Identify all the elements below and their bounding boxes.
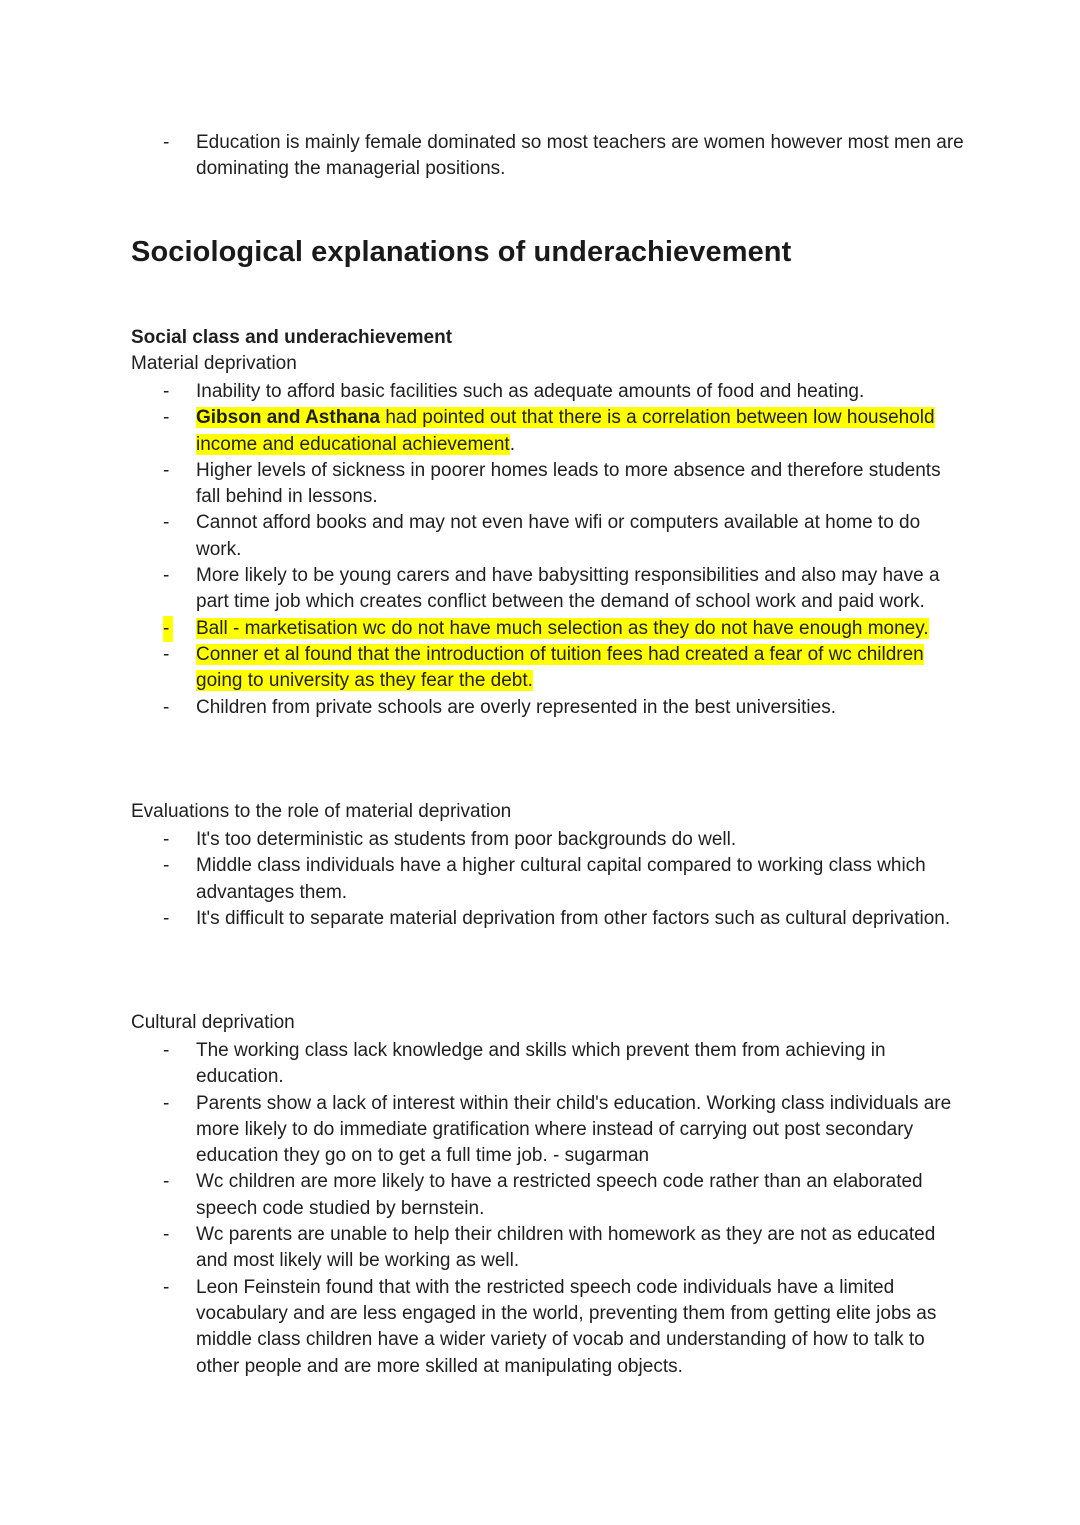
- list-item: [0, 458, 1080, 511]
- bullet-dash: -: [163, 407, 170, 429]
- bullet-dash: -: [163, 381, 170, 402]
- material-deprivation-list: [0, 379, 1080, 721]
- bullet-dash: -: [163, 459, 170, 481]
- list-item: [0, 1222, 1080, 1275]
- list-item: [0, 1169, 1080, 1222]
- bullet-dash: -: [163, 855, 170, 877]
- material-deprivation-label: Material deprivation: [131, 353, 297, 374]
- bullet-dash: -: [163, 512, 170, 534]
- list-item-text: Cannot afford books and may not even have wifi or computers available at home to do work.: [196, 512, 921, 560]
- bullet-dash: -: [163, 1092, 170, 1114]
- list-item: [0, 642, 1080, 695]
- list-item-text: [196, 405, 970, 458]
- evaluations-label: Evaluations to the role of material deprivation: [131, 801, 512, 822]
- sentence-end: .: [509, 433, 515, 455]
- list-item-text: Inability to afford basic facilities such as adequate amounts of food and heating.: [196, 381, 865, 402]
- list-item-text: [196, 616, 970, 642]
- bullet-dash: -: [163, 907, 170, 929]
- list-item: [0, 563, 1080, 616]
- list-item: [0, 1091, 1080, 1170]
- bullet-dash: -: [163, 643, 170, 665]
- bullet-dash: -: [163, 829, 170, 850]
- list-item: [0, 1275, 1080, 1380]
- highlighted-text: Ball - marketisation wc do not have much selection as they do not have enough money.: [196, 617, 929, 639]
- bullet-dash: -: [163, 696, 170, 718]
- bullet-dash: -: [163, 1040, 170, 1061]
- list-item: [0, 616, 1080, 642]
- highlighted-text: Conner et al found that the introduction of tuition fees had created a fear of wc children going to university as they fear the debt.: [196, 643, 924, 692]
- bullet-dash: -: [163, 565, 170, 587]
- section-heading: Sociological explanations of underachievement: [131, 236, 792, 268]
- cultural-deprivation-list: [0, 1038, 1080, 1380]
- list-item: [0, 906, 1080, 932]
- list-item: [0, 853, 1080, 906]
- list-item-text: Middle class individuals have a higher cultural capital compared to working class which advantages them.: [196, 855, 926, 903]
- list-item-text: Education is mainly female dominated so most teachers are women however most men are dominating the managerial positions.: [196, 132, 964, 180]
- list-item: [0, 130, 1080, 183]
- list-item-text: Wc parents are unable to help their children with homework as they are not as educated and most likely will be working as well.: [196, 1224, 936, 1272]
- bullet-dash: -: [163, 1276, 170, 1298]
- list-item: [0, 827, 1080, 853]
- cultural-deprivation-label: Cultural deprivation: [131, 1012, 295, 1033]
- evaluations-list: [0, 827, 1080, 932]
- highlighted-claim: had pointed out that there is a correlation between low household income and educational achievement: [196, 407, 935, 455]
- bullet-dash: -: [163, 1171, 170, 1193]
- list-item: [0, 1038, 1080, 1091]
- list-item-text: It's too deterministic as students from poor backgrounds do well.: [196, 829, 737, 850]
- list-item-text: Parents show a lack of interest within their child's education. Working class individuals are more likely to do immediate gratification where instead of carrying out post secondary education they go on to get a full time job. - sugarman: [196, 1092, 952, 1167]
- bullet-dash: -: [163, 1224, 170, 1246]
- list-item-text: [196, 642, 970, 695]
- list-item: [0, 510, 1080, 563]
- list-item-text: More likely to be young carers and have babysitting responsibilities and also may have a part time job which creates conflict between the demand of school work and paid work.: [196, 565, 940, 613]
- list-item: [0, 695, 1080, 721]
- highlighted-text: [196, 407, 935, 454]
- author-name: Gibson and Asthana: [196, 407, 381, 429]
- list-item-text: Children from private schools are overly represented in the best universities.: [196, 696, 836, 718]
- list-item-text: Higher levels of sickness in poorer homes leads to more absence and therefore students fall behind in lessons.: [196, 459, 941, 508]
- intro-list: [0, 130, 1080, 183]
- bullet-dash: -: [163, 616, 173, 642]
- list-item-text: The working class lack knowledge and skills which prevent them from achieving in education.: [196, 1040, 886, 1088]
- list-item-text: It's difficult to separate material deprivation from other factors such as cultural deprivation.: [196, 907, 951, 929]
- bullet-dash: -: [163, 132, 170, 153]
- list-item: [0, 405, 1080, 458]
- list-item-text: Wc children are more likely to have a restricted speech code rather than an elaborated speech code studied by bernstein.: [196, 1171, 923, 1219]
- subsection-title: Social class and underachievement: [131, 327, 453, 348]
- list-item: [0, 379, 1080, 405]
- list-item-text: Leon Feinstein found that with the restricted speech code individuals have a limited vocabulary and are less engaged in the world, preventing them from getting elite jobs as middle class children have a wider variety of vocab and understanding of how to talk to other people and are more skilled at manipulating objects.: [196, 1276, 937, 1377]
